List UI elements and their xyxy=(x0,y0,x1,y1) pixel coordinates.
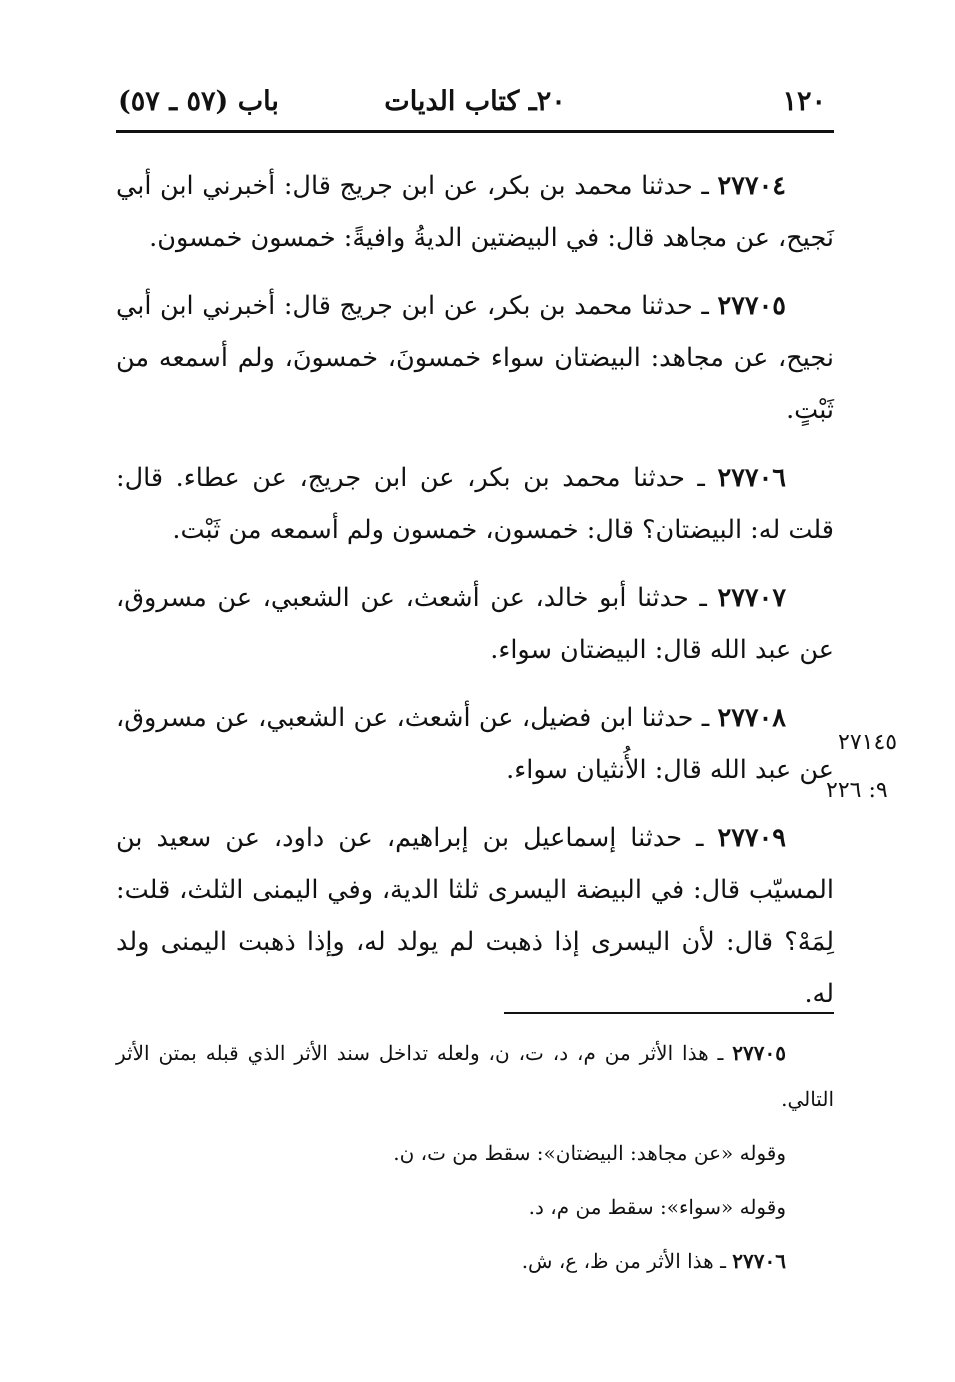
narration-text: ـ حدثنا محمد بن بكر، عن ابن جريج قال: أخبرني ابن أبي نجيح، عن مجاهد: البيضتان سواء خمسونَ، خمسونَ، ولم أسمعه من ثَبْتٍ. xyxy=(116,291,834,425)
footnote-number: ٢٧٧٠٥ xyxy=(732,1041,787,1065)
footnote-27706 xyxy=(116,1238,834,1284)
footnote-text: ـ هذا الأثر من ظ، ع، ش. xyxy=(521,1249,726,1273)
margin-reference: ٢٧١٤٥ xyxy=(838,730,898,755)
narration-number: ٢٧٧٠٤ xyxy=(717,171,786,201)
narration-27704 xyxy=(116,160,834,264)
narration-number: ٢٧٧٠٥ xyxy=(717,291,786,321)
book-title: ٢٠ـ كتاب الديات xyxy=(384,86,566,117)
footnote-number: ٢٧٧٠٦ xyxy=(732,1249,786,1273)
footnote-27705 xyxy=(116,1030,834,1122)
footnote-text: ـ هذا الأثر من م، د، ت، ن، ولعله تداخل سند الأثر الذي قبله بمتن الأثر التالي. xyxy=(116,1041,834,1111)
narration-27707 xyxy=(116,572,834,676)
narration-text: ـ حدثنا محمد بن بكر، عن ابن جريج قال: أخبرني ابن أبي نَجيح، عن مجاهد قال: في البيضتين الديةُ وافيةً: خمسون خمسون. xyxy=(116,171,834,253)
narration-text: ـ حدثنا إسماعيل بن إبراهيم، عن داود، عن سعيد بن المسيّب قال: في البيضة اليسرى ثلثا الدية، وفي اليمنى الثلث، قلت: لِمَهْ؟ قال: لأن اليسرى إذا ذهبت لم يولد له، وإذا ذهبت اليمنى ولد له. xyxy=(116,823,834,1009)
margin-reference: ٩: ٢٢٦ xyxy=(826,778,888,803)
narration-text: ـ حدثنا أبو خالد، عن أشعث، عن الشعبي، عن مسروق، عن عبد الله قال: البيضتان سواء. xyxy=(116,583,834,665)
narration-number: ٢٧٧٠٦ xyxy=(717,463,786,493)
running-header xyxy=(116,86,834,126)
footnote-rule xyxy=(504,1012,834,1014)
footnote-text: وقوله «سواء»: سقط من م، د. xyxy=(528,1195,786,1219)
narration-27706 xyxy=(116,452,834,556)
footnote-note xyxy=(116,1130,834,1176)
narration-number: ٢٧٧٠٩ xyxy=(717,823,786,853)
chapter-reference: باب (٥٧ ـ ٥٧) xyxy=(118,86,279,117)
narration-number: ٢٧٧٠٨ xyxy=(717,703,786,733)
narration-number: ٢٧٧٠٧ xyxy=(717,583,787,613)
narration-text: ـ حدثنا ابن فضيل، عن أشعث، عن الشعبي، عن مسروق، عن عبد الله قال: الأُنثيان سواء. xyxy=(116,703,834,785)
narration-27705 xyxy=(116,280,834,436)
page-number: ١٢٠ xyxy=(782,86,826,117)
footnotes xyxy=(116,1030,834,1292)
narration-27709 xyxy=(116,812,834,1020)
header-rule xyxy=(116,130,834,133)
footnote-text: وقوله «عن مجاهد: البيضتان»: سقط من ت، ن. xyxy=(393,1141,786,1165)
footnote-note xyxy=(116,1184,834,1230)
narration-text: ـ حدثنا محمد بن بكر، عن ابن جريج، عن عطاء. قال: قلت له: البيضتان؟ قال: خمسون، خمسون ولم أسمعه من ثَبْت. xyxy=(116,463,834,545)
narration-27708 xyxy=(116,692,834,796)
main-text xyxy=(116,160,834,1036)
